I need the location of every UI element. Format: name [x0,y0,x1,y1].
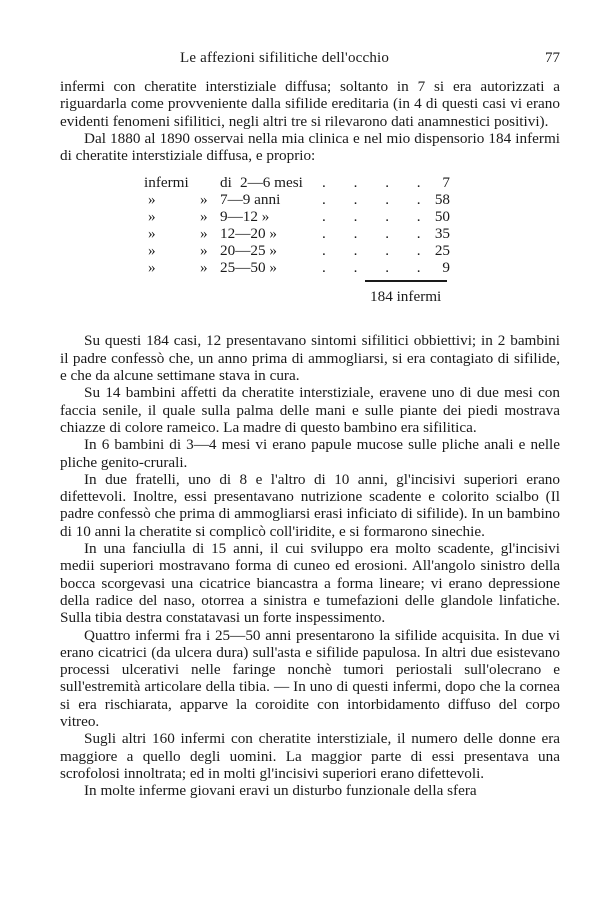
leader-dots: . . . . [322,208,433,226]
page-number: 77 [545,50,560,66]
table-cell: 20—25 » [220,242,277,260]
table-cell: » [148,242,156,260]
table-cell: infermi [144,174,189,192]
page-header [60,50,560,70]
paragraph: Dal 1880 al 1890 osservai nella mia clinica e nel mio dispensorio 184 infermi di cheratite interstiziale diffusa, e proprio: [60,129,560,165]
table-count: 50 [434,208,450,226]
total-rule [365,280,447,282]
paragraph: Su 14 bambini affetti da cheratite interstiziale, eravene uno di due mesi con faccia senile, il quale sulla palma delle mani e sulle piante dei piedi mostrava chiazze di colore rameico. La madre di questo bambino era sifilitica. [60,384,560,436]
table-cell: 25—50 » [220,259,277,277]
leader-dots: . . . . [322,259,433,277]
table-cell: » [200,259,208,277]
table-cell: 7—9 anni [220,191,281,209]
table-cell: di [220,174,232,192]
patient-age-table [60,174,560,314]
table-cell: » [148,208,156,226]
table-count: 35 [434,225,450,243]
table-cell: » [200,191,208,209]
leader-dots: . . . . [322,242,433,260]
table-row [60,259,560,277]
paragraph: In molte inferme giovani eravi un disturbo funzionale della sfera [84,782,477,800]
paragraph: In una fanciulla di 15 anni, il cui sviluppo era molto scadente, gl'incisivi medii superiori mostravano forma di cuneo ed erosioni. All'angolo sinistro della bocca scorgevasi una cicatrice biancastra a forma lineare; vi erano depressione della radice del naso, otorrea a sinistra e tumefazioni delle glandole linfatiche. Sulla tibia destra constatavasi un forte inspessimento. [60,540,560,627]
leader-dots: . . . . [322,225,433,243]
table-cell: 9—12 » [220,208,270,226]
table-row [60,174,560,192]
table-count: 58 [434,191,450,209]
table-row [60,225,560,243]
paragraph: In due fratelli, uno di 8 e l'altro di 10 anni, gl'incisivi superiori erano difettevoli. Inoltre, essi presentavano nutrizione scadente e colorito scialbo (Il padre confessò che prima di ammogliarsi erasi inficiato di sifilide). In un bambino di 10 anni la cheratite si complicò coll'iridite, e si formarono sinechie. [60,470,560,540]
table-count: 9 [442,259,450,277]
table-total: 184 infermi [370,288,442,306]
table-cell: » [148,259,156,277]
table-row [60,191,560,209]
table-cell: 12—20 » [220,225,277,243]
paragraph: infermi con cheratite interstiziale diffusa; soltanto in 7 si era autorizzati a riguardarla come provveniente dalla sifilide ereditaria (in 4 di questi casi vi erano evidenti fenomeni sifilitici, negli altri tre si rilevarono dati anamnestici positivi). [60,78,560,130]
table-cell: » [200,242,208,260]
table-row [60,208,560,226]
paragraph: Su questi 184 casi, 12 presentavano sintomi sifilitici obbiettivi; in 2 bambini il padre confessò che, un anno prima di ammogliarsi, si era contagiato di sifilide, e che da alcune settimane stava in cura. [60,332,560,385]
paragraph: Quattro infermi fra i 25—50 anni presentarono la sifilide acquisita. In due vi erano cicatrici (da ulcera dura) sull'asta e sifilide papulosa. In altri due esistevano processi ulcerativi nelle faringe nonchè tumori periostali sull'olecrano e sull'estremità articolare della tibia. — In uno di questi infermi, dopo che la cornea si era rischiarata, apparve la coroidite con intorbidamento diffuso del corpo vitreo. [60,626,560,731]
table-count: 7 [442,174,450,192]
paragraph: Sugli altri 160 infermi con cheratite interstiziale, il numero delle donne era maggiore a quello degli uomini. La maggior parte di essi presentava una scrofolosi innoltrata; ed in molti gl'incisivi superiori erano difettevoli. [60,730,560,782]
body-text [60,78,560,800]
table-row [60,242,560,260]
running-title: Le affezioni sifilitiche dell'occhio [180,50,390,66]
table-cell: 2—6 mesi [240,174,303,192]
table-cell: » [148,191,156,209]
leader-dots: . . . . [322,174,433,192]
leader-dots: . . . . [322,191,433,209]
table-count: 25 [434,242,450,260]
table-cell: » [200,208,208,226]
table-cell: » [148,225,156,243]
spacer [60,320,560,332]
paragraph: In 6 bambini di 3—4 mesi vi erano papule mucose sulle pliche anali e nelle pliche genito-crurali. [60,436,560,471]
table-cell: » [200,225,208,243]
